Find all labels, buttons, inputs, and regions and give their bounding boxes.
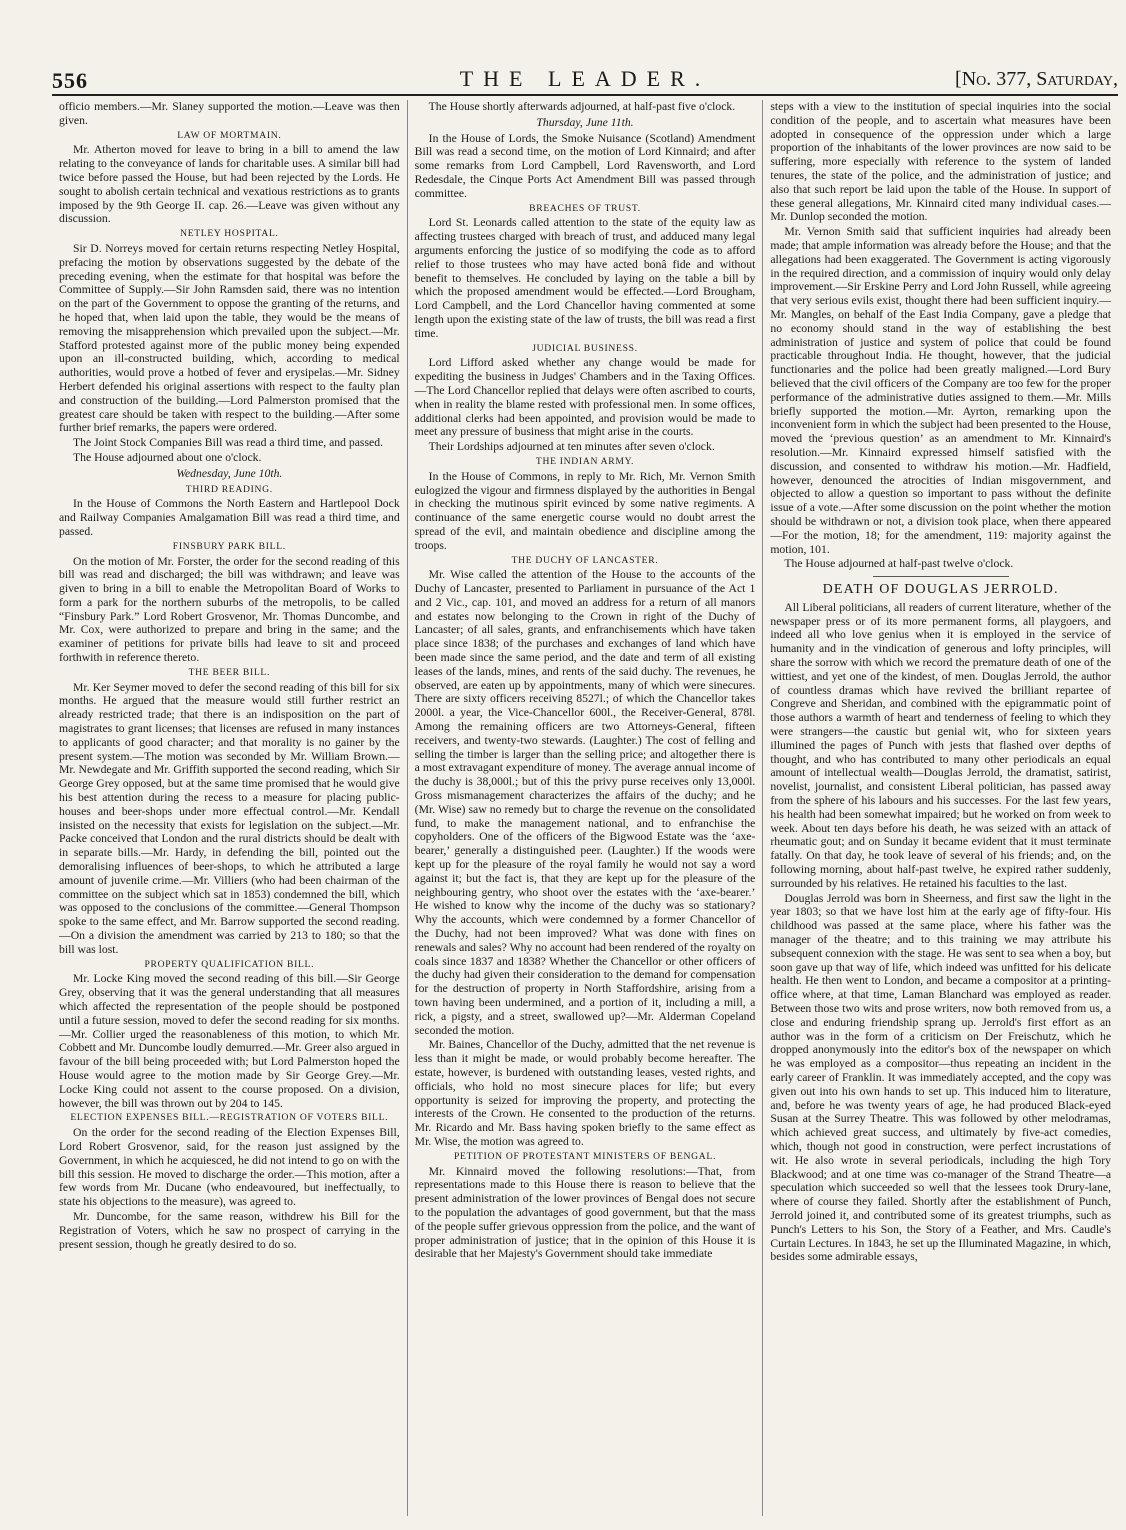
- column-3: [762, 100, 1118, 1516]
- date-heading: Thursday, June 11th.: [536, 115, 634, 129]
- paragraph: Lord Lifford asked whether any change would be made for expediting the business in Judges' Chambers and in the Taxing Offices.—The Lord Chancellor replied that delays were often ascribed to courts, when in reality the blame rested with professional men. In some offices, additional clerks had been appointed, and provision would be made to meet any pressure of business that might arise in the courts.: [414, 356, 756, 439]
- article-heading: DEATH OF DOUGLAS JERROLD.: [822, 582, 1059, 598]
- paragraph: The Joint Stock Companies Bill was read a third time, and passed.: [73, 436, 383, 450]
- paragraph: On the order for the second reading of the Election Expenses Bill, Lord Robert Grosvenor, said, for the reason just assigned by the Government, in which he acquiesced, he did not intend to go on with the bill this session. He moved to discharge the order.—This motion, after a few words from Mr. Ducane (who endeavoured, but ineffectually, to state his objections to the measure), was agreed to.: [59, 1126, 400, 1209]
- paragraph: The House adjourned about one o'clock.: [73, 450, 262, 464]
- paragraph: Mr. Duncombe, for the same reason, withdrew his Bill for the Registration of Voters, which he saw no prospect of carrying in the present session, though he greatly desired to do so.: [59, 1209, 400, 1251]
- paragraph: Mr. Kinnaird moved the following resolutions:—That, from representations made to this House there is reason to believe that the present administration of the lower provinces of Bengal does not secure to the population the advantages of good government, but that the mass of the people suffer grievous oppression from the police, and the want of proper administration of justice; that in the opinion of this House it is desirable that her Majesty's Government should take immediate: [414, 1164, 756, 1261]
- paragraph: Their Lordships adjourned at ten minutes after seven o'clock.: [428, 440, 715, 454]
- section-heading: JUDICIAL BUSINESS.: [532, 342, 638, 354]
- issue-label: [No. 377, Saturday,: [955, 68, 1118, 90]
- paragraph: Mr. Baines, Chancellor of the Duchy, admitted that the net revenue is less than it might be made, or would probably become hereafter. The estate, however, is burdened with outstanding leases, vested rights, and officials, who hold no most sinecure places for life; but every opportunity is seized for improving the property, and protecting the interests of the Crown. He consented to the production of the returns. Mr. Ricardo and Mr. Bass having spoken briefly to the same effect as Mr. Wise, the motion was agreed to.: [414, 1038, 756, 1148]
- paragraph: In the House of Commons, in reply to Mr. Rich, Mr. Vernon Smith eulogized the vigour and firmness displayed by the authorities in Bengal in checking the mutinous spirit evinced by some native regiments. A continuance of the same energetic course would no doubt arrest the spread of the evil, and maintain obedience and discipline among the troops.: [414, 469, 756, 552]
- section-heading: FINSBURY PARK BILL.: [172, 540, 286, 552]
- paragraph: In the House of Lords, the Smoke Nuisance (Scotland) Amendment Bill was read a second time, on the motion of Lord Kinnaird; and after some remarks from Lord Campbell, Lord Ravensworth, and Lord Redesdale, the Cinque Ports Act Amendment Bill was passed through committee.: [414, 131, 756, 200]
- section-heading: ELECTION EXPENSES BILL.—REGISTRATION OF VOTERS BILL.: [70, 1112, 389, 1124]
- section-heading: PETITION OF PROTESTANT MINISTERS OF BENGAL.: [453, 1150, 717, 1162]
- paragraph: steps with a view to the institution of special inquiries into the social condition of the people, and to ascertain what measures have been adopted in consequence of the oppression under which a large proportion of the inhabitants of the lower provinces are now said to be suffering, more especially with reference to the system of landed tenures, the state of the police, and the administration of justice; and also that such report be laid upon the table of the House. In support of these general allegations, Mr. Kinnaird cited many individual cases.—Mr. Dunlop seconded the motion.: [770, 100, 1112, 224]
- paragraph: In the House of Commons the North Eastern and Hartlepool Dock and Railway Companies Amalgamation Bill was read a third time, and passed.: [59, 497, 400, 538]
- paragraph: All Liberal politicians, all readers of current literature, whether of the newspaper press or of its more permanent forms, all playgoers, and indeed all who love genius when it is employed in the service of humanity and in the vindication of generous and lofty principles, will share the sorrow with which we record the premature death of one of the wittiest, and yet one of the kindest, of men. Douglas Jerrold, the author of countless dramas which have revived the brilliant repartee of Congreve and Sheridan, and combined with the epigrammatic point of those authors a warmth of heart and tenderness of feeling to which they were strangers—the caustic but genial wit, who for sixteen years illumined the pages of Punch with jests that flashed over depths of thought, and who has contributed to many other periodicals an equal amount of intellectual wealth—Douglas Jerrold, the dramatist, satirist, novelist, journalist, and consistent Liberal politician, has passed away from the sphere of his labours and his successes. For the last few years, his health had been somewhat impaired; but he worked on from week to week. About ten days before his death, he was seized with an attack of rheumatic gout; and on Sunday it became evident that it must terminate fatally. On that day, he took leave of several of his friends; and, on the following morning, about half-past twelve, he expired rather suddenly, surrounded by his relatives. He retained his faculties to the last.: [770, 600, 1112, 890]
- paragraph: Mr. Vernon Smith said that sufficient inquiries had already been made; that ample information was already before the House; and that the allegations had been exaggerated. The Government is acting vigorously in the required direction, and a commission of inquiry would only delay improvement.—Sir Erskine Perry and Lord John Russell, while agreeing that very serious evils exist, thought there had been sufficient inquiry.—Mr. Mangles, on behalf of the East India Company, gave a pledge that no economy should stand in the way of establishing the best administration of justice and system of police that could be found practicable throughout India. He thought, however, that the judicial functionaries and the police had been greatly maligned.—Lord Bury believed that the civil officers of the Company are too few for the proper performance of the administrative duties assigned to them.—Mr. Mills briefly supported the motion.—Mr. Ayrton, remarking upon the inconvenient form in which the subject had been presented to the House, moved the ‘previous question’ as an amendment to Mr. Kinnaird's resolution.—Mr. Kinnaird expressed himself satisfied with the discussion, and consented to withdraw his motion.—Mr. Hadfield, however, denounced the atrocities of Indian misgovernment, and objected to allow a question so important to pass without the definite issue of a vote.—After some discussion on the point whether the motion should be withdrawn or not, a division took place, when there appeared—For the motion, 18; for the amendment, 119: majority against the motion, 101.: [770, 225, 1112, 556]
- section-heading: PROPERTY QUALIFICATION BILL.: [144, 958, 315, 970]
- paragraph: The House adjourned at half-past twelve o'clock.: [784, 557, 1014, 571]
- masthead: [52, 64, 1118, 96]
- section-heading: THE BEER BILL.: [188, 666, 271, 678]
- paragraph: Lord St. Leonards called attention to the state of the equity law as affecting trustees charged with breach of trust, and adduced many legal arguments enforcing the justice of so modifying the code as to afford relief to those trustees who may have acted bonâ fide and without benefit to themselves. He concluded by laying on the table a bill by which the proposed amendment would be effected.—Lord Brougham, Lord Campbell, and the Lord Chancellor having commented at some length upon the existing state of the law of trusts, the bill was read a first time.: [414, 216, 756, 340]
- paragraph: Mr. Locke King moved the second reading of this bill.—Sir George Grey, observing that it was the general understanding that all measures which affected the representation of the people should be postponed until a future session, moved to defer the second reading for six months.—Mr. Collier urged the reasonableness of this motion, to which Mr. Cobbett and Mr. Duncombe loudly demurred.—Mr. Greer also argued in favour of the bill being proceeded with; but Lord Palmerston hoped the House would agree to the motion made by Sir George Grey.—Mr. Locke King could not assent to the course proposed. On a division, however, the bill was thrown out by 204 to 145.: [59, 972, 400, 1110]
- paragraph: Sir D. Norreys moved for certain returns respecting Netley Hospital, prefacing the motion by observations suggested by the debate of the preceding evening, when the estimate for that hospital was before the Committee of Supply.—Sir John Ramsden said, there was no intention on the part of the Government to oppose the granting of the returns, and he hoped that, when laid upon the table, they would be the means of removing the misapprehension which prevailed upon the subject.—Mr. Stafford protested against more of the public money being expended upon an ill-constructed building, which, according to medical authorities, would prove a hotbed of fever and erysipelas.—Mr. Sidney Herbert defended his original assertions with respect to the faulty plan and construction of the building.—Lord Palmerston promised that the greatest care should be taken with respect to the building.—After some further brief remarks, the papers were ordered.: [59, 241, 400, 435]
- paragraph: On the motion of Mr. Forster, the order for the second reading of this bill was read and discharged; the bill was withdrawn; and leave was given to bring in a bill to enable the Metropolitan Board of Works to form a park for the northern suburbs of the metropolis, to be called “Finsbury Park.” Lord Robert Grosvenor, Mr. Thomas Duncombe, and Mr. Cox, were authorized to prepare and bring in the same; and the examiner of petitions for private bills had leave to sit and proceed forthwith in reference thereto.: [59, 554, 400, 665]
- newspaper-title: THE LEADER.: [459, 66, 711, 91]
- page-number: 556: [52, 68, 88, 93]
- section-heading: THE INDIAN ARMY.: [535, 455, 635, 467]
- paragraph: The House shortly afterwards adjourned, at half-past five o'clock.: [428, 100, 736, 113]
- column-1: [52, 100, 407, 1516]
- section-heading: BREACHES OF TRUST.: [529, 202, 641, 214]
- paragraph: officio members.—Mr. Slaney supported the motion.—Leave was then given.: [59, 100, 400, 127]
- section-heading: NETLEY HOSPITAL.: [180, 228, 279, 240]
- column-2: [407, 100, 763, 1516]
- date-heading: Wednesday, June 10th.: [176, 466, 283, 480]
- paragraph: Douglas Jerrold was born in Sheerness, and first saw the light in the year 1803; so that we have lost him at the early age of fifty-four. His childhood was passed at the same place, where his father was the manager of the theatre; and to this training we may attribute his subsequent connexion with the stage. He was sent to sea when a boy, but soon gave up that way of life, which indeed was unfitted for his delicate health. He then went to London, and became a compositor at a printing-office where, at that time, Laman Blanchard was employed as reader. Between those two wits and prose writers, now both removed from us, a close and enduring friendship sprang up. Jerrold's first effort as an author was in the form of a criticism on Der Freischutz, which he dropped anonymously into the editor's box of the newspaper on which he was employed as a compositor—thus repeating an incident in the early career of Franklin. It was immediately accepted, and the copy was given out into his own hands to set up. This induced him to literature, and, before he was twenty years of age, he had produced Black-eyed Susan at the Surrey Theatre. This was followed by other melodramas, which achieved great success, and ultimately by five-act comedies, which, though not good in construction, were perfect incrustations of wit. He also wrote in several periodicals, including the high Tory Blackwood; and at one time was co-manager of the Strand Theatre—a speculation which succeeded so well that the lessees took Drury-lane, where of course they failed. Shortly after the establishment of Punch, Jerrold joined it, and contributed some of its greatest triumphs, such as Punch's Letters to his Son, the Story of a Feather, and Mrs. Caudle's Curtain Lectures. In 1843, he set up the Illuminated Magazine, in which, besides some admirable essays,: [770, 891, 1112, 1264]
- section-heading: THE DUCHY OF LANCASTER.: [511, 554, 659, 566]
- paragraph: Mr. Atherton moved for leave to bring in a bill to amend the law relating to the conveyance of lands for charitable uses. A similar bill had twice before passed the House, but had been rejected by the Lords. He sought to abolish certain technical and vexatious restrictions as to grants imposed by the 9th George II. cap. 26.—Leave was given without any discussion.: [59, 143, 400, 226]
- columns: [52, 100, 1118, 1516]
- divider: [873, 576, 1009, 577]
- paragraph: Mr. Ker Seymer moved to defer the second reading of this bill for six months. He argued that the measure would still further restrict an already restricted trade; that there is an indisposition on the part of magistrates to grant licenses; that licenses are refused in many instances to applicants of good character; and that morality is no gainer by the present system.—The motion was seconded by Mr. William Brown.—Mr. Newdegate and Mr. Griffith supported the second reading, which Sir George Grey opposed, but at the same time promised that he would give his best attention during the recess to a measure for placing public-houses and beer-shops under more effectual control.—Mr. Kendall insisted on the necessity that exists for legislation on the subject.—Mr. Packe conceived that London and the rural districts should be dealt with in separate bills.—Mr. Hardy, in defending the bill, pointed out the demoralising influences of beer-shops, to which he attributed a large amount of juvenile crime.—Mr. Villiers (who had been chairman of the committee on the subject which sat in 1853) condemned the bill, which was opposed to the conclusions of the committee.—General Thompson spoke to the same effect, and Mr. Barrow supported the second reading.—On a division the amendment was carried by 213 to 180; so that the bill was lost.: [59, 680, 400, 956]
- section-heading: THIRD READING.: [185, 483, 273, 495]
- paragraph: Mr. Wise called the attention of the House to the accounts of the Duchy of Lancaster, presented to Parliament in pursuance of the Act 1 and 2 Vic., cap. 101, and moved an address for a return of all manors and estates now belonging to the Crown in right of the Duchy of Lancaster; of all sales, grants, and enfranchisements which have taken place since 1838; of the purchases and exchanges of land which have been made since the same period, and the date and term of all existing leases of the lands, mines, and rents of the said duchy. The revenues, he observed, are eaten up by appointments, many of which were sinecures. There are sixty officers receiving 8527l.; of which the Chancellor takes 2000l. a year, the Vice-Chancellor 600l., the Receiver-General, 878l. Among the remaining officers are two Attorneys-General, fifteen receivers, and twenty-two stewards. (Laughter.) The cost of felling and selling the timber is larger than the selling price; and altogether there is a most extravagant expenditure of money. The average annual income of the duchy is 38,000l.; but of this the privy purse receives only 13,000l. Gross mismanagement characterizes the affairs of the duchy; and he (Mr. Wise) saw no remedy but to charge the revenue on the consolidated fund, to make the management national, and to enfranchise the copyholders. One of the officers of the Bigwood Estate was the ‘axe-bearer,’ generally a distinguished peer. (Laughter.) If the woods were kept up for the pleasure of the royal family he would not say a word against it; but the fact is, that they are kept up for the pleasure of the neighbouring gentry, who shoot over the estates with the ‘axe-bearer.’ He wished to know why the income of the duchy was so stationary? Why the accounts, which were condemned by a former Chancellor of the Duchy, had not been improved? What was done with fines on renewals and sales? Why no account had been rendered of the royalty on coals since 1837 and 1838? Whether the Chancellor or other officers of the duchy had given their consideration to the demand for compensation for the destruction of property in North Staffordshire, arising from a town having been undermined, and a portion of it, including a mill, a rick, a pigsty, and a street, swallowed up?—Mr. Alderman Copeland seconded the motion.: [414, 568, 756, 1037]
- section-heading: LAW OF MORTMAIN.: [177, 129, 282, 141]
